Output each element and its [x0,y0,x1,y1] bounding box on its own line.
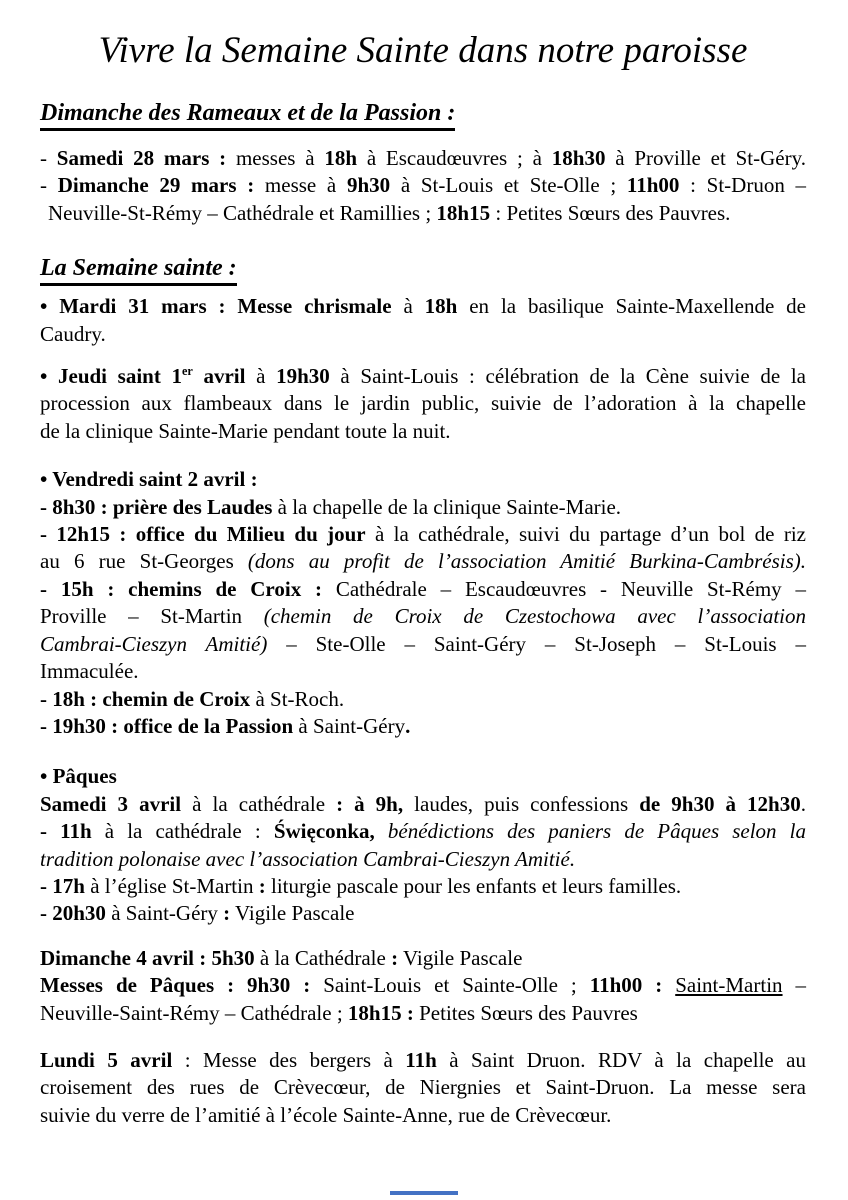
text-run: 18h [324,146,358,170]
text-line [40,145,806,172]
footer-accent-bar [390,1191,458,1195]
text-run: à Saint-Géry [293,713,406,738]
text-line [40,972,806,999]
text-run: Dimanche 29 mars : [57,173,255,198]
text-run: à la cathédrale, suivi du partage d’un bol de riz [365,522,807,547]
text-run: à St-Louis et Ste-Olle ; [390,173,627,198]
text-run: - 18h : chemin de Croix [40,686,251,711]
text-run: à Saint-Géry [105,901,224,926]
text-run: 11h00 [626,173,680,198]
text-run: à [245,364,277,389]
text-run: – [782,973,807,998]
text-run: laudes, puis confessions [403,791,640,816]
text-line [40,763,806,790]
text-run: en la basilique Sainte-Maxellende de [457,294,806,319]
text-line [40,603,806,630]
text-run: - 12h15 : office du Milieu du jour [40,522,366,547]
text-line [40,172,806,199]
text-run: - 11h [40,819,92,844]
text-run: à la chapelle de la clinique Sainte-Marie. [272,494,622,519]
text-line [40,658,806,685]
text-run: • Vendredi saint 2 avril : [40,467,258,492]
text-run: 18h30 [551,146,606,170]
text-line [40,1074,806,1101]
text-run: tradition polonaise avec l’association Cambrai-Cieszyn Amitié. [40,846,576,871]
text-line [40,200,806,227]
text-line [40,873,806,900]
text-run: avril [192,364,246,389]
text-run: - 19h30 : office de la Passion [40,713,294,738]
text-run: à Escaudœuvres ; à [357,146,552,170]
text-run: : Messe des bergers à [172,1047,406,1072]
text-line [40,713,806,740]
text-run: • Mardi 31 mars : Messe chrismale [40,294,392,319]
text-line [40,466,806,493]
text-line [40,390,806,417]
text-line [40,1047,806,1074]
paragraph-lundi-bergers [40,1047,806,1129]
text-run: procession aux flambeaux dans le jardin public, suivie de l’adoration à la chapelle [40,391,806,416]
text-line [40,686,806,713]
text-run: 19h30 [276,364,330,389]
text-run: 11h00 : [589,973,663,998]
text-run: Petites Sœurs des Pauvres [413,1000,638,1025]
document-content [0,26,848,1129]
text-line [40,521,806,548]
text-line [40,321,806,348]
document-title [40,26,806,76]
text-run: Proville – St-Martin [40,604,264,629]
text-run: à la cathédrale [181,791,337,816]
paragraph-rameaux-schedule [40,145,806,227]
text-line [40,548,806,575]
text-run: - 17h [40,873,85,898]
paragraph-dimanche-paques [40,945,806,1027]
text-run: - 15h : chemins de Croix : [40,576,323,601]
text-run: 11h [405,1047,437,1072]
text-run: 18h15 [436,200,491,225]
text-run: Vigile Pascale [230,901,355,926]
text-run: liturgie pascale pour les enfants et leurs familles. [265,873,682,898]
text-run: à [391,294,425,319]
text-run: • Pâques [40,764,117,789]
text-line [40,494,806,521]
text-run: - [40,173,58,198]
text-run: (chemin de Croix de Czestochowa avec l’association [263,604,806,629]
text-run: - 20h30 [40,901,106,926]
section-heading-rameaux [40,98,806,129]
text-run: - [40,146,57,170]
text-run: : [391,945,399,970]
text-run: • Jeudi saint 1 [40,364,182,389]
text-run: Samedi 28 mars : [56,146,227,170]
text-line [40,418,806,445]
text-run: croisement des rues de Crèvecœur, de Niergnies et Saint-Druon. La messe sera [40,1075,806,1100]
paragraph-jeudi-saint [40,363,806,445]
text-run: Cathédrale – Escaudœuvres - Neuville St-Rémy – [322,576,806,601]
text-run: de la clinique Sainte-Marie pendant toute la nuit. [40,418,451,443]
text-run: Cambrai-Cieszyn Amitié) [40,631,268,656]
text-run: : Petites Sœurs des Pauvres. [490,200,731,225]
text-run: : à 9h, [336,791,404,816]
text-run: Immaculée. [40,659,139,684]
text-run: . [405,713,411,738]
paragraph-paques [40,763,806,927]
text-run: Saint-Louis et Sainte-Olle ; [310,973,590,998]
text-run: messe à [254,173,347,198]
text-line [40,900,806,927]
section-heading-semaine-sainte [40,253,806,284]
text-run: Lundi 5 avril [40,1047,173,1072]
text-line [40,846,806,873]
text-run: Święconka, [273,819,375,844]
text-run: messes à [226,146,325,170]
text-run: à Saint Druon. RDV à la chapelle au [436,1047,806,1072]
text-run: - 8h30 : prière des Laudes [40,494,273,519]
text-run: Vivre la Semaine Sainte dans notre paroisse [98,30,748,71]
text-line [40,253,806,284]
text-run: Vigile Pascale [398,945,523,970]
text-run: Neuville-St-Rémy – Cathédrale et Ramillies ; [48,200,437,225]
text-line [40,818,806,845]
text-run: 9h30 [346,173,391,198]
text-run: Dimanche des Rameaux et de la Passion : [40,100,455,131]
text-run: Saint-Martin [675,973,783,998]
text-line [40,293,806,320]
text-run: de 9h30 à 12h30 [639,791,801,816]
text-line [40,1000,806,1027]
text-run: suivie du verre de l’amitié à l’école Sainte-Anne, rue de Crèvecœur. [40,1102,612,1127]
text-line [40,98,806,129]
text-run: à la cathédrale : [91,819,274,844]
text-run: 18h15 : [347,1000,414,1025]
text-line [40,945,806,972]
text-run: à St-Roch. [250,686,345,711]
text-run: (dons au profit de l’association Amitié Burkina-Cambrésis). [247,549,806,574]
text-run: Neuville-Saint-Rémy – Cathédrale ; [40,1000,348,1025]
text-run: bénédictions des paniers de Pâques selon la [374,819,807,844]
text-run: . [800,791,806,816]
text-run: Samedi 3 avril [40,791,182,816]
text-run: 18h [424,294,458,319]
text-run: er [182,364,193,379]
text-run: : [258,873,266,898]
text-run [662,973,675,997]
paragraph-vendredi-saint [40,466,806,740]
text-line [40,1102,806,1129]
text-run: – Ste-Olle – Saint-Géry – St-Joseph – St-Louis – [267,631,806,656]
text-run: à Proville et St-Géry. [605,146,806,170]
text-run: à l’église St-Martin [84,873,259,898]
text-run: à Saint-Louis : célébration de la Cène suivie de la [329,364,806,389]
text-run: La Semaine sainte : [40,255,237,286]
text-run: Dimanche 4 avril : 5h30 [40,945,255,970]
text-line [40,576,806,603]
text-run: Messes de Pâques : 9h30 : [40,973,311,998]
text-run: à la Cathédrale [254,945,392,970]
paragraph-mardi-messe-chrismale [40,293,806,348]
text-line [40,363,806,390]
text-line [40,631,806,658]
text-run: Caudry. [40,321,106,346]
text-run: : St-Druon – [679,173,806,198]
text-line [40,26,806,76]
text-line [40,791,806,818]
text-run: au 6 rue St-Georges [40,549,248,574]
text-run: : [223,901,231,926]
